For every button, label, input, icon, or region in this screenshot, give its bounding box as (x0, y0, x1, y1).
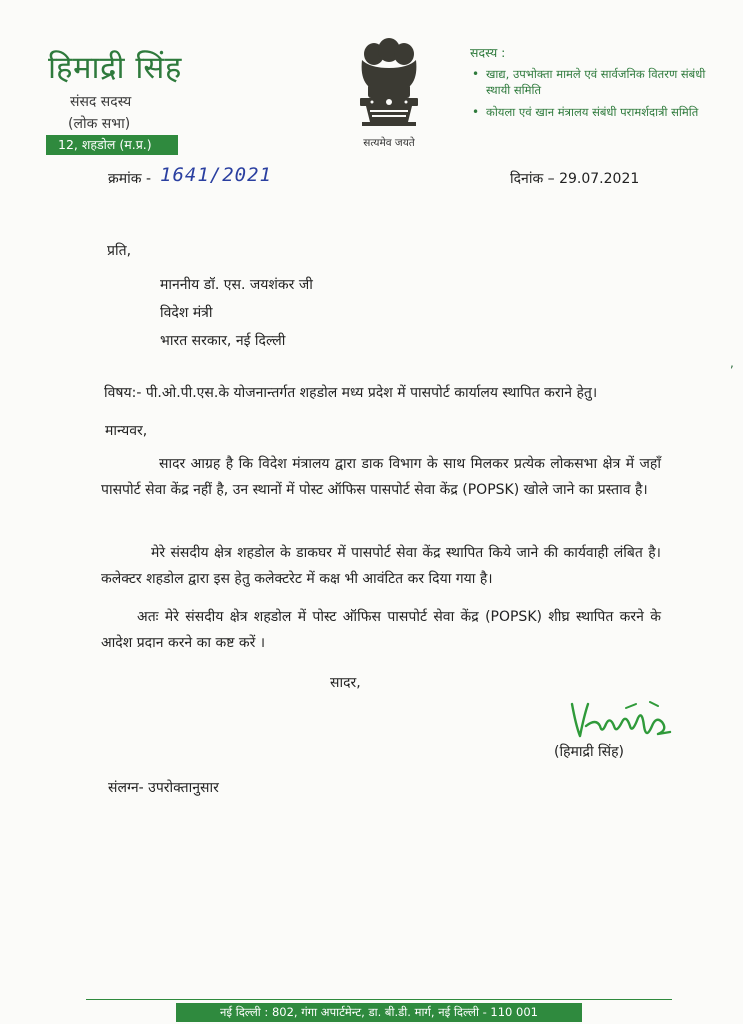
letter-subject: विषय:- पी.ओ.पी.एस.के योजनान्तर्गत शहडोल मध्य प्रदेश में पासपोर्ट कार्यालय स्थापित कराने हेतु। (104, 385, 598, 401)
reference-number-handwritten: 1641/2021 (160, 164, 272, 186)
recipient-line: माननीय डॉ. एस. जयशंकर जी (160, 277, 313, 293)
letterhead-house: (लोक सभा) (68, 116, 131, 132)
body-paragraph: मेरे संसदीय क्षेत्र शहडोल के डाकघर में पासपोर्ट सेवा केंद्र स्थापित किये जाने की कार्यवाही लंबित है। कलेक्टर शहडोल द्वारा इस हेतु कलेक्टरेट में कक्ष भी आवंटित कर दिया गया है। (101, 545, 661, 587)
letterhead-role: संसद सदस्य (70, 94, 132, 110)
letterhead-name: हिमाद्री सिंह (48, 50, 182, 86)
to-label: प्रति, (107, 243, 132, 259)
national-emblem-icon (352, 38, 426, 136)
closing: सादर, (330, 675, 361, 691)
margin-mark: , (730, 356, 734, 370)
reference-label: क्रमांक - (108, 171, 152, 187)
signature-icon (566, 696, 674, 744)
bullet-icon: • (472, 105, 480, 119)
recipient-line: भारत सरकार, नई दिल्ली (160, 333, 286, 349)
signatory-name: (हिमाद्री सिंह) (554, 744, 625, 760)
committee-name: खाद्य, उपभोक्ता मामले एवं सार्वजनिक वितरण संबंधी स्थायी समिति (486, 67, 706, 97)
body-paragraph: अतः मेरे संसदीय क्षेत्र शहडोल में पोस्ट ऑफिस पासपोर्ट सेवा केंद्र (POPSK) शीघ्र स्थापित करने के आदेश प्रदान करने का कष्ट करें । (101, 609, 661, 651)
letterhead-constituency-badge: 12, शहडोल (म.प्र.) (46, 135, 178, 155)
recipient-line: विदेश मंत्री (160, 305, 213, 321)
bullet-icon: • (472, 67, 480, 81)
letter-date: दिनांक – 29.07.2021 (510, 171, 640, 187)
emblem-motto: सत्यमेव जयते (363, 137, 415, 149)
committee-name: कोयला एवं खान मंत्रालय संबंधी परामर्शदात्री समिति (486, 105, 699, 119)
committee-list (470, 66, 732, 126)
committee-item (470, 104, 732, 120)
salutation: मान्यवर, (105, 423, 148, 439)
footer-address: नई दिल्ली : 802, गंगा अपार्टमेन्ट, डा. बी.डी. मार्ग, नई दिल्ली - 110 001 (176, 1003, 582, 1022)
body-paragraph: सादर आग्रह है कि विदेश मंत्रालय द्वारा डाक विभाग के साथ मिलकर प्रत्येक लोकसभा क्षेत्र में जहाँ पासपोर्ट सेवा केंद्र नहीं है, उन स्थानों में पोस्ट ऑफिस पासपोर्ट सेवा केंद्र (POPSK) खोले जाने का प्रस्ताव है। (101, 456, 661, 498)
enclosure-note: संलग्न- उपरोक्तानुसार (108, 780, 219, 796)
committee-item (470, 66, 732, 98)
footer-divider (86, 999, 672, 1000)
committee-member-label: सदस्य : (470, 45, 506, 60)
